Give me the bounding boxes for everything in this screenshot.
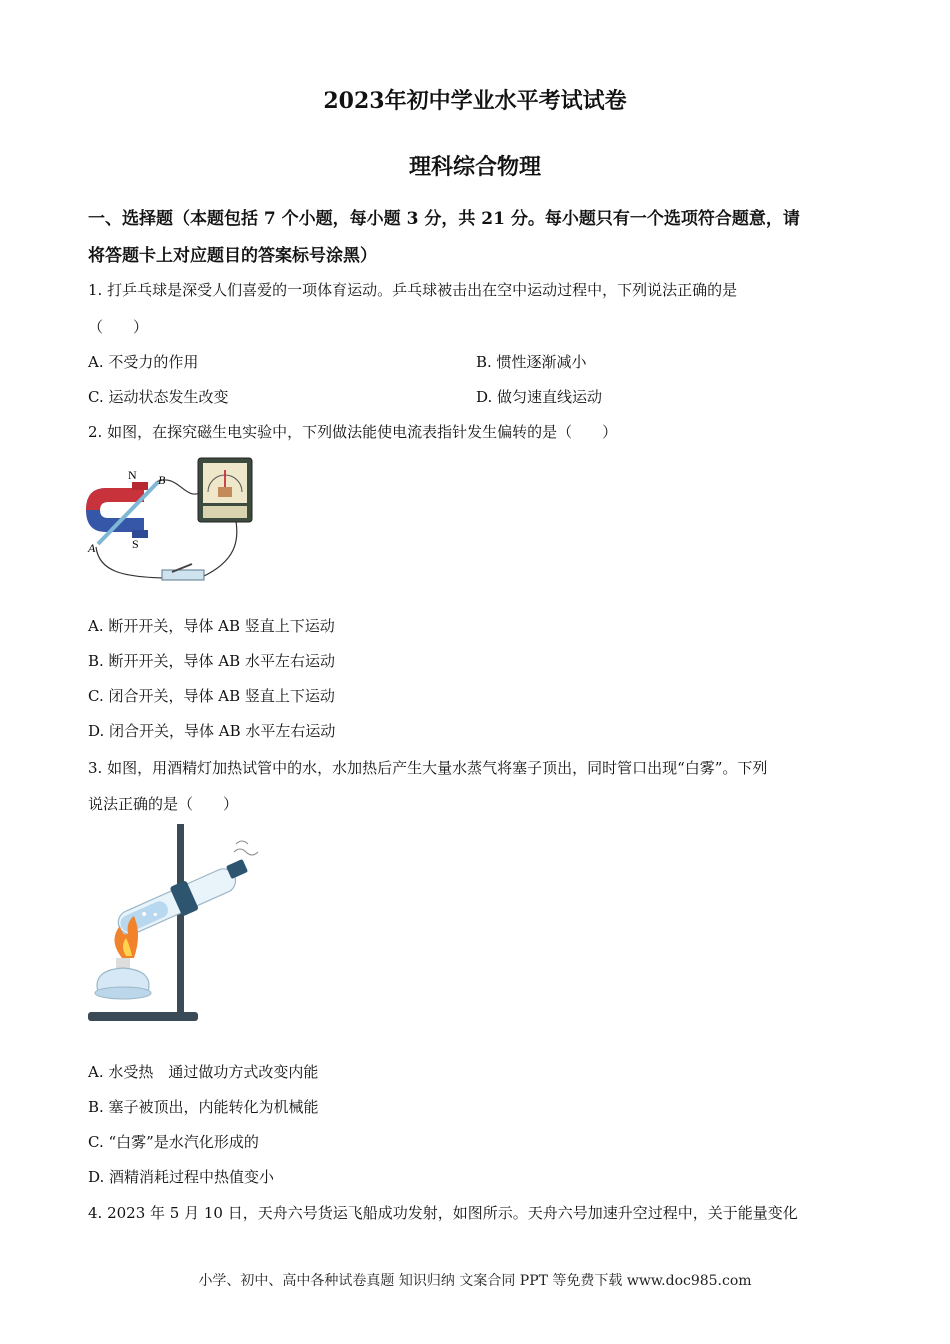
question-2-option-c: C. 闭合开关，导体 AB 竖直上下运动 bbox=[88, 687, 335, 705]
question-2-option-b: B. 断开开关，导体 AB 水平左右运动 bbox=[88, 652, 335, 670]
question-3-option-c: C. “白雾”是水汽化形成的 bbox=[88, 1133, 259, 1151]
question-1-stem: 1. 打乒乓球是深受人们喜爱的一项体育运动。乒乓球被击出在空中运动过程中，下列说法正确的是 bbox=[88, 281, 738, 299]
alcohol-lamp-test-tube-figure bbox=[86, 822, 261, 1028]
page-footer: 小学、初中、高中各种试卷真题 知识归纳 文案合同 PPT 等免费下载 www.doc985.com bbox=[198, 1273, 752, 1289]
question-2-option-d: D. 闭合开关，导体 AB 水平左右运动 bbox=[88, 722, 336, 740]
section-heading-line-2: 将答题卡上对应题目的答案标号涂黑） bbox=[88, 246, 377, 266]
question-4-stem: 4. 2023 年 5 月 10 日，天舟六号货运飞船成功发射，如图所示。天舟六号加速升空过程中，关于能量变化 bbox=[88, 1204, 798, 1222]
question-3-stem-line-2: 说法正确的是（ ） bbox=[88, 795, 239, 813]
figure-label-n: N bbox=[128, 468, 137, 482]
figure-label-b: B bbox=[158, 473, 166, 487]
question-2-option-a: A. 断开开关，导体 AB 竖直上下运动 bbox=[88, 617, 335, 635]
question-3-option-a: A. 水受热 通过做功方式改变内能 bbox=[88, 1063, 319, 1081]
section-heading-line-1: 一、选择题（本题包括 7 个小题，每小题 3 分，共 21 分。每小题只有一个选项符合题意，请 bbox=[88, 209, 800, 229]
figure-label-s: S bbox=[132, 537, 139, 551]
question-1-option-d: D. 做匀速直线运动 bbox=[476, 388, 603, 406]
document-subtitle: 理科综合物理 bbox=[408, 154, 541, 180]
question-1-option-a: A. 不受力的作用 bbox=[88, 353, 199, 371]
question-1-stem-paren: （ ） bbox=[88, 318, 149, 336]
question-3-option-b: B. 塞子被顶出，内能转化为机械能 bbox=[88, 1098, 319, 1116]
figure-label-a: A bbox=[88, 541, 96, 555]
question-3-option-d: D. 酒精消耗过程中热值变小 bbox=[88, 1168, 275, 1186]
question-1-option-b: B. 惯性逐渐减小 bbox=[476, 353, 587, 371]
question-3-stem: 3. 如图，用酒精灯加热试管中的水，水加热后产生大量水蒸气将塞子顶出，同时管口出现“白雾”。下列 bbox=[88, 759, 768, 777]
magnet-induction-figure bbox=[84, 452, 259, 587]
question-2-stem: 2. 如图，在探究磁生电实验中，下列做法能使电流表指针发生偏转的是（ ） bbox=[88, 423, 618, 441]
question-1-option-c: C. 运动状态发生改变 bbox=[88, 388, 229, 406]
document-title: 2023年初中学业水平考试试卷 bbox=[323, 88, 627, 114]
